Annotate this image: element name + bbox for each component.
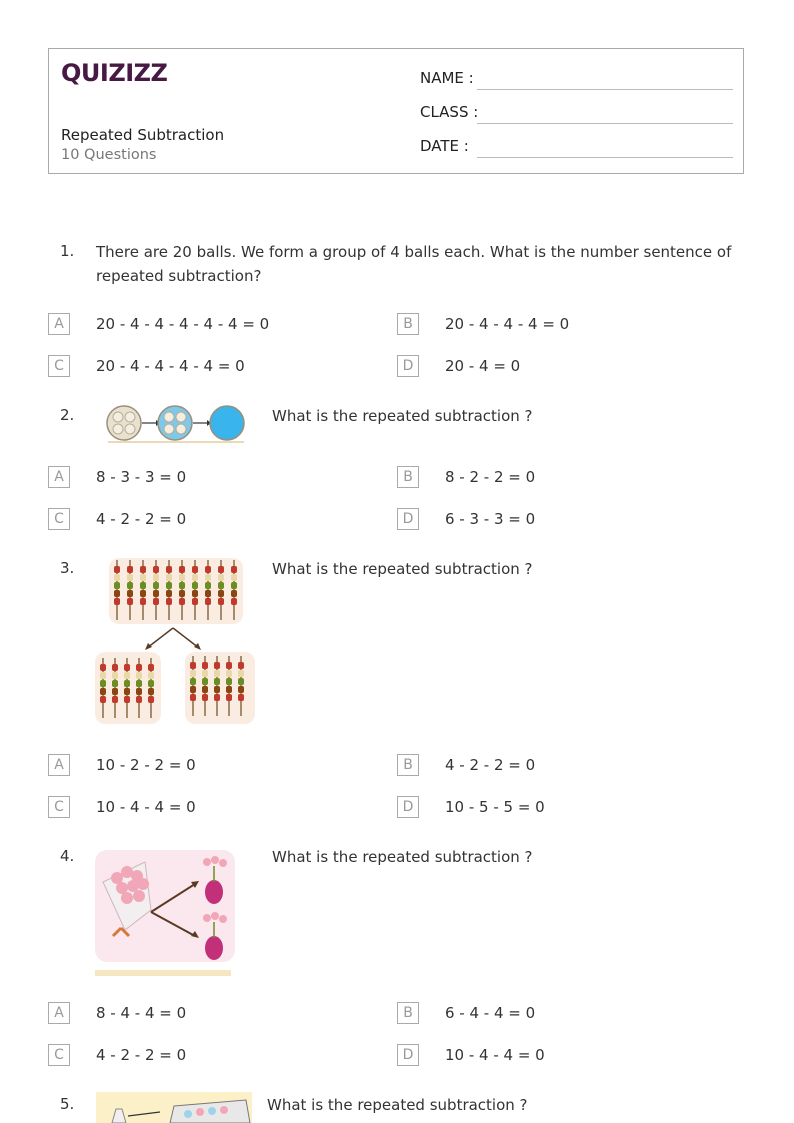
q4-option-d-text: 10 - 4 - 4 = 0 <box>445 1046 545 1064</box>
question-4-text: What is the repeated subtraction ? <box>272 848 533 866</box>
box-illustration <box>96 1092 252 1123</box>
q1-option-c-box[interactable]: C <box>48 355 70 377</box>
q1-option-d-box[interactable]: D <box>397 355 419 377</box>
q3-option-d-text: 10 - 5 - 5 = 0 <box>445 798 545 816</box>
q2-option-c-box[interactable]: C <box>48 508 70 530</box>
q3-option-a-box[interactable]: A <box>48 754 70 776</box>
question-2-number: 2. <box>60 406 75 424</box>
question-count: 10 Questions <box>61 147 157 163</box>
q4-option-b-box[interactable]: B <box>397 1002 419 1024</box>
q2-option-a-text: 8 - 3 - 3 = 0 <box>96 468 187 486</box>
q3-option-b-text: 4 - 2 - 2 = 0 <box>445 756 536 774</box>
q1-option-a-box[interactable]: A <box>48 313 70 335</box>
q4-option-c-text: 4 - 2 - 2 = 0 <box>96 1046 187 1064</box>
question-5-number: 5. <box>60 1095 75 1113</box>
q2-option-b-box[interactable]: B <box>397 466 419 488</box>
q2-option-d-box[interactable]: D <box>397 508 419 530</box>
q4-option-c-box[interactable]: C <box>48 1044 70 1066</box>
skewers-illustration <box>95 556 259 728</box>
worksheet-header <box>48 48 744 174</box>
q2-option-b-text: 8 - 2 - 2 = 0 <box>445 468 536 486</box>
q3-option-c-box[interactable]: C <box>48 796 70 818</box>
question-1-text: There are 20 balls. We form a group of 4 balls each. What is the number sentence of repeated subtraction? <box>96 243 732 285</box>
q3-option-d-box[interactable]: D <box>397 796 419 818</box>
quizizz-logo: QUIZIZZ <box>61 59 168 87</box>
q3-option-a-text: 10 - 2 - 2 = 0 <box>96 756 196 774</box>
question-1-number: 1. <box>60 242 75 260</box>
q3-option-b-box[interactable]: B <box>397 754 419 776</box>
q2-option-c-text: 4 - 2 - 2 = 0 <box>96 510 187 528</box>
q4-option-b-text: 6 - 4 - 4 = 0 <box>445 1004 536 1022</box>
flowers-illustration <box>95 850 237 978</box>
q4-option-a-text: 8 - 4 - 4 = 0 <box>96 1004 187 1022</box>
question-4-number: 4. <box>60 847 75 865</box>
worksheet-title: Repeated Subtraction <box>61 126 225 144</box>
q3-option-c-text: 10 - 4 - 4 = 0 <box>96 798 196 816</box>
q2-option-d-text: 6 - 3 - 3 = 0 <box>445 510 536 528</box>
q1-option-a-text: 20 - 4 - 4 - 4 - 4 - 4 = 0 <box>96 315 270 333</box>
question-3-number: 3. <box>60 559 75 577</box>
class-label: CLASS : <box>420 103 479 121</box>
name-line[interactable] <box>477 89 733 90</box>
name-label: NAME : <box>420 69 474 87</box>
question-5-text: What is the repeated subtraction ? <box>267 1096 528 1114</box>
q4-option-d-box[interactable]: D <box>397 1044 419 1066</box>
plates-illustration <box>104 402 248 444</box>
q1-option-d-text: 20 - 4 = 0 <box>445 357 521 375</box>
q1-option-b-text: 20 - 4 - 4 - 4 = 0 <box>445 315 570 333</box>
q4-option-a-box[interactable]: A <box>48 1002 70 1024</box>
q2-option-a-box[interactable]: A <box>48 466 70 488</box>
date-label: DATE : <box>420 137 469 155</box>
q1-option-c-text: 20 - 4 - 4 - 4 - 4 = 0 <box>96 357 245 375</box>
question-3-text: What is the repeated subtraction ? <box>272 560 533 578</box>
class-line[interactable] <box>477 123 733 124</box>
question-2-text: What is the repeated subtraction ? <box>272 407 533 425</box>
date-line[interactable] <box>477 157 733 158</box>
q1-option-b-box[interactable]: B <box>397 313 419 335</box>
